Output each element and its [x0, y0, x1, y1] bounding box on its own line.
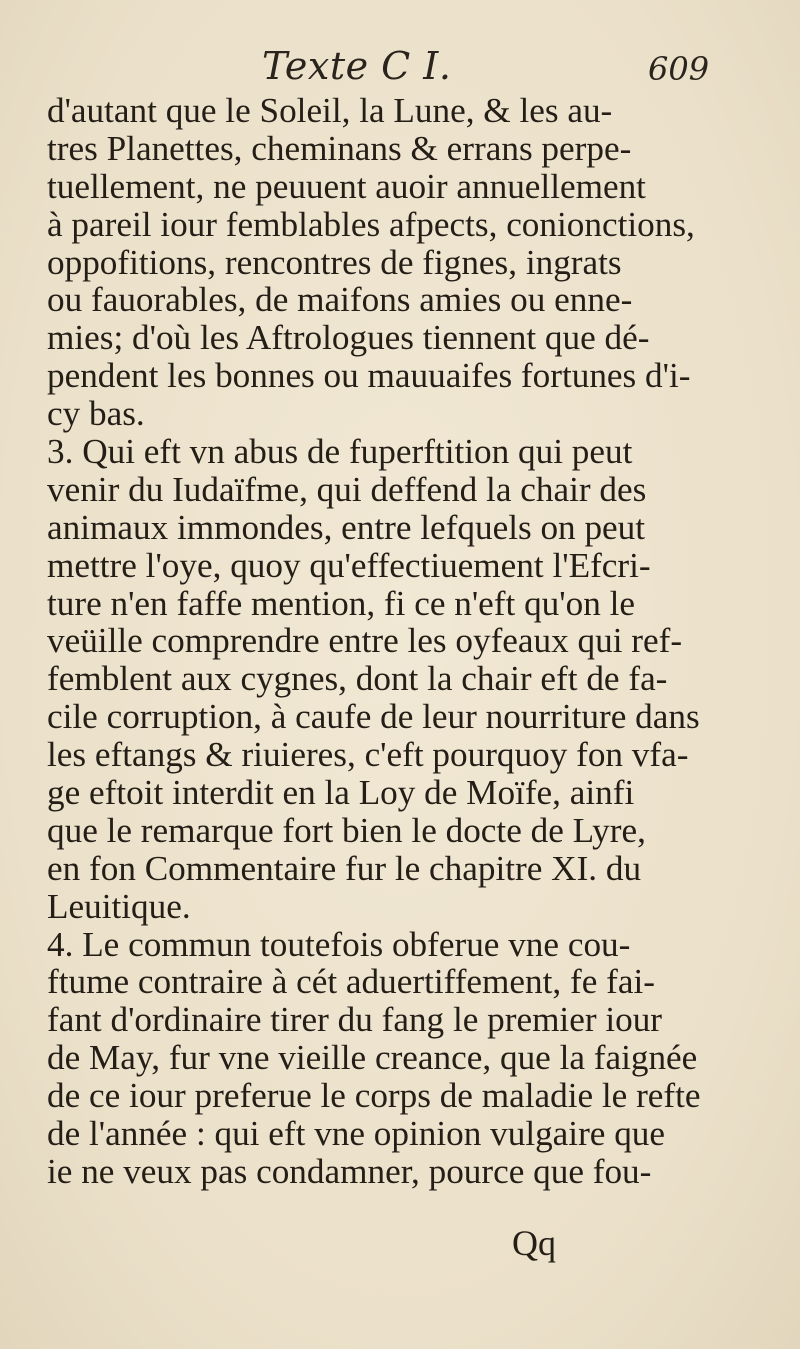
text-line: d'autant que le Soleil, la Lune, & les au-	[47, 91, 613, 130]
text-line: Leuitique.	[47, 886, 191, 926]
text-line: veüille comprendre entre les oyfeaux qui ref-	[47, 621, 683, 661]
text-line: ie ne veux pas condamner, pource que fou-	[47, 1151, 652, 1191]
text-line: tres Planettes, cheminans & errans perpe-	[47, 128, 632, 168]
text-line: en fon Commentaire fur le chapitre XI. du	[47, 848, 642, 888]
running-head: Texte C I.	[262, 44, 452, 88]
text-line: pendent les bonnes ou mauuaifes fortunes d'i-	[47, 356, 691, 396]
text-line: de ce iour preferue le corps de maladie le refte	[47, 1076, 701, 1116]
text-line: ou fauorables, de maifons amies ou enne-	[47, 280, 633, 320]
catchword: Qq	[512, 1223, 556, 1263]
text-line: de May, fur vne vieille creance, que la faignée	[47, 1038, 698, 1078]
text-line: tuellement, ne peuuent auoir annuellement	[47, 166, 646, 206]
text-line: femblent aux cygnes, dont la chair eft de fa-	[47, 659, 668, 699]
text-line: 4. Le commun toutefois obferue vne cou-	[47, 924, 631, 964]
text-line: 3. Qui eft vn abus de fuperftition qui peut	[47, 432, 633, 472]
text-line: mies; d'où les Aftrologues tiennent que dé-	[47, 318, 650, 358]
text-line: que le remarque fort bien le docte de Lyre,	[47, 810, 646, 850]
text-line: à pareil iour femblables afpects, conionctions,	[47, 204, 695, 244]
text-line: ge eftoit interdit en la Loy de Moïfe, ainfi	[47, 773, 635, 813]
text-line: cile corruption, à caufe de leur nourriture dans	[47, 697, 700, 737]
body-text	[47, 92, 767, 1191]
text-line: les eftangs & riuieres, c'eft pourquoy fon vfa-	[47, 735, 689, 775]
text-line: ftume contraire à cét aduertiffement, fe fai-	[47, 962, 655, 1002]
text-line: oppofitions, rencontres de fignes, ingrats	[47, 242, 622, 282]
page-header	[0, 44, 800, 94]
text-line: de l'année : qui eft vne opinion vulgaire que	[47, 1114, 666, 1154]
page-number: 609	[648, 50, 710, 88]
text-line: animaux immondes, entre lefquels on peut	[47, 507, 646, 547]
text-line: mettre l'oye, quoy qu'effectiuement l'Efcri-	[47, 545, 651, 585]
text-line: venir du Iudaïfme, qui deffend la chair des	[47, 469, 647, 509]
text-line: fant d'ordinaire tirer du fang le premier iour	[47, 1000, 663, 1040]
text-line: cy bas.	[47, 394, 145, 434]
text-line: ture n'en faffe mention, fi ce n'eft qu'on le	[47, 583, 635, 623]
